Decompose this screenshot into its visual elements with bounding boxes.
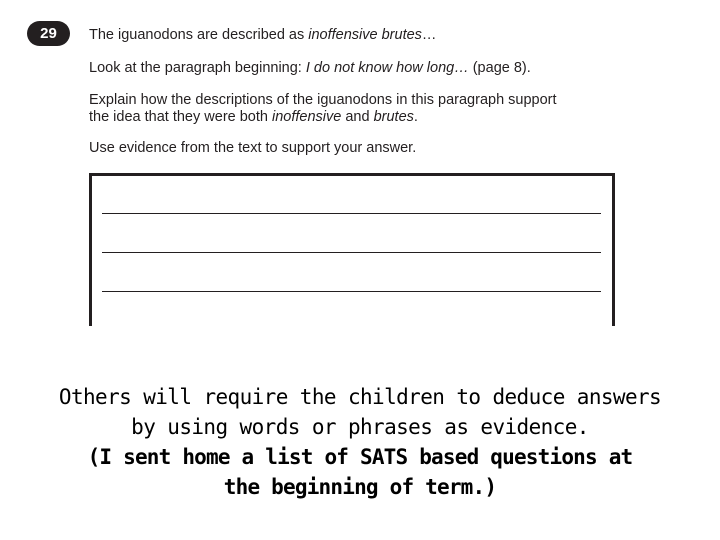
look-text: Look at the paragraph beginning: [89,60,306,76]
evidence-instruction: Use evidence from the text to support your answer. [89,140,417,156]
caption-line-4: the beginning of term.) [223,475,497,499]
explain-italic-brutes: brutes [373,109,414,125]
caption-line-3: (I sent home a list of SATS based questions at [87,445,633,469]
explain-instruction [89,92,557,126]
question-number-badge: 29 [27,21,70,46]
intro-text: The iguanodons are described as [89,27,309,43]
explain-italic-inoffensive: inoffensive [272,109,342,125]
intro-ellipsis: … [421,27,437,43]
caption-line-1: Others will require the children to deduce answers [58,385,662,409]
look-page: (page 8). [468,60,531,76]
answer-line[interactable] [102,213,601,214]
explain-line-2: the idea that they were both [89,109,272,125]
answer-box[interactable] [89,173,615,326]
explain-period: . [413,109,418,125]
explain-and: and [341,109,374,125]
answer-line[interactable] [102,291,601,292]
look-instruction [89,60,531,77]
answer-line[interactable] [102,252,601,253]
caption-line-2: by using words or phrases as evidence. [131,415,589,439]
question-intro [89,27,436,44]
intro-italic: inoffensive brutes [308,27,422,43]
explain-line-1: Explain how the descriptions of the iguanodons in this paragraph support [89,92,557,108]
look-italic: I do not know how long… [305,60,469,76]
